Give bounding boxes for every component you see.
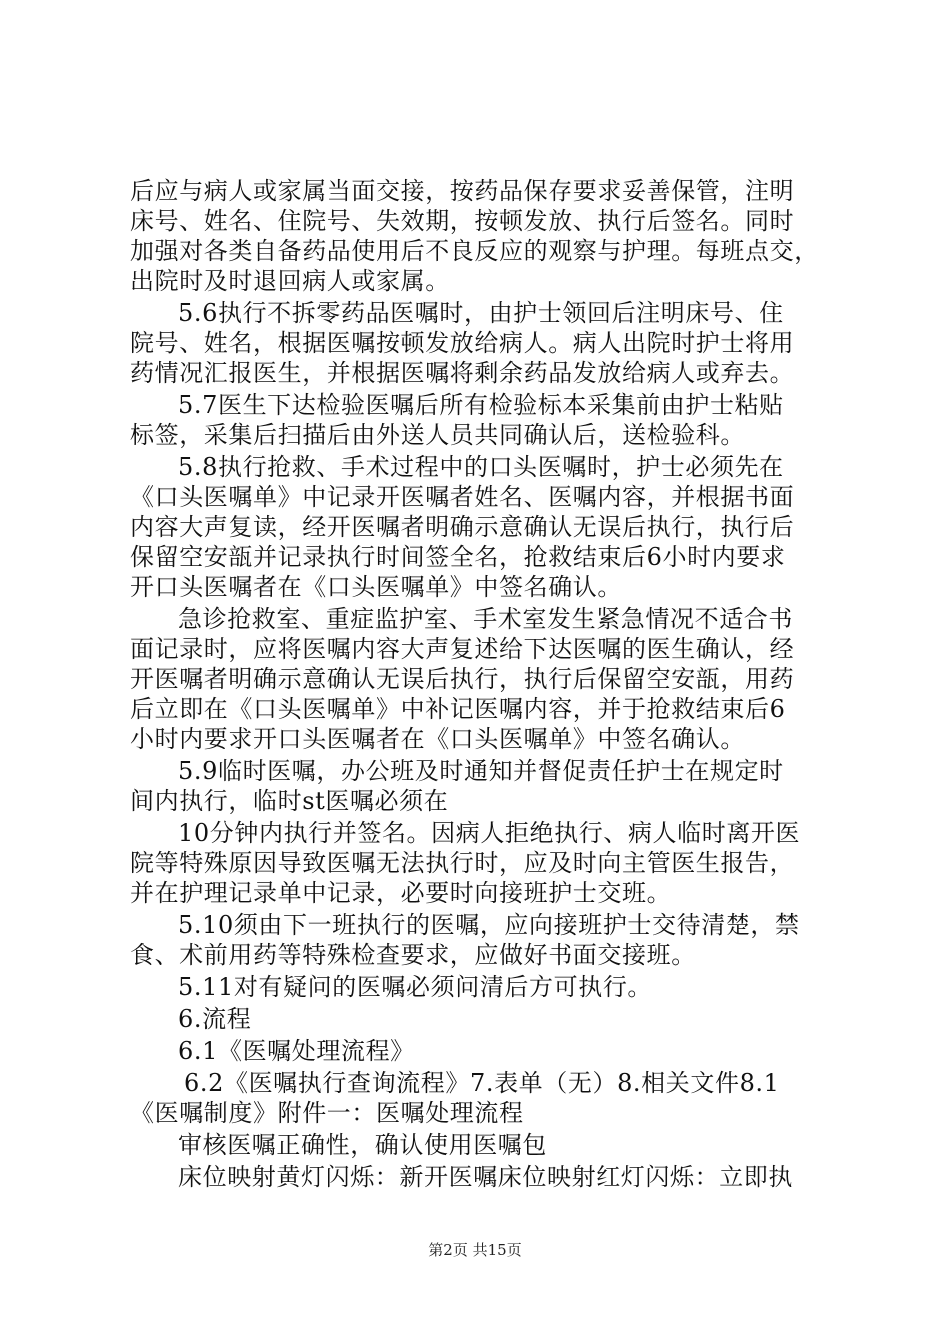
text-line: 床位映射黄灯闪烁：新开医嘱床位映射红灯闪烁：立即执 xyxy=(178,1163,793,1191)
text-line: 5.8执行抢救、手术过程中的口头医嘱时，护士必须先在 xyxy=(178,453,784,481)
text-line: 5.7医生下达检验医嘱后所有检验标本采集前由护士粘贴 xyxy=(178,391,784,419)
text-line: 面记录时，应将医嘱内容大声复述给下达医嘱的医生确认，经 xyxy=(130,635,795,663)
text-line: 间内执行，临时st医嘱必须在 xyxy=(130,787,449,815)
text-line: 6.1《医嘱处理流程》 xyxy=(178,1037,415,1065)
text-line: 加强对各类自备药品使用后不良反应的观察与护理。每班点交， xyxy=(130,237,819,265)
text-line: 标签，采集后扫描后由外送人员共同确认后，送检验科。 xyxy=(130,421,745,449)
text-line: 内容大声复读，经开医嘱者明确示意确认无误后执行，执行后 xyxy=(130,513,795,541)
text-line: 10分钟内执行并签名。因病人拒绝执行、病人临时离开医 xyxy=(178,819,801,847)
text-line: 《口头医嘱单》中记录开医嘱者姓名、医嘱内容，并根据书面 xyxy=(130,483,795,511)
text-line: 《医嘱制度》附件一：医嘱处理流程 xyxy=(130,1099,524,1127)
text-line: 食、术前用药等特殊检查要求，应做好书面交接班。 xyxy=(130,941,696,969)
text-line: 并在护理记录单中记录，必要时向接班护士交班。 xyxy=(130,879,672,907)
text-line: 急诊抢救室、重症监护室、手术室发生紧急情况不适合书 xyxy=(178,605,793,633)
text-line: 5.11对有疑问的医嘱必须问清后方可执行。 xyxy=(178,973,653,1001)
text-line: 6.流程 xyxy=(178,1005,252,1033)
text-line: 5.10须由下一班执行的医嘱，应向接班护士交待清楚，禁 xyxy=(178,911,800,939)
text-line: 药情况汇报医生，并根据医嘱将剩余药品发放给病人或弃去。 xyxy=(130,359,795,387)
text-line: 5.6执行不拆零药品医嘱时，由护士领回后注明床号、住 xyxy=(178,299,784,327)
text-line: 保留空安瓿并记录执行时间签全名，抢救结束后6小时内要求 xyxy=(130,543,786,571)
text-line: 后立即在《口头医嘱单》中补记医嘱内容，并于抢救结束后6 xyxy=(130,695,786,723)
text-line: 6.2《医嘱执行查询流程》7.表单（无）8.相关文件8.1 xyxy=(184,1069,780,1097)
text-line: 开医嘱者明确示意确认无误后执行，执行后保留空安瓿，用药 xyxy=(130,665,795,693)
text-line: 院号、姓名，根据医嘱按顿发放给病人。病人出院时护士将用 xyxy=(130,329,795,357)
text-line: 5.9临时医嘱，办公班及时通知并督促责任护士在规定时 xyxy=(178,757,784,785)
text-line: 出院时及时退回病人或家属。 xyxy=(130,267,450,295)
text-line: 审核医嘱正确性，确认使用医嘱包 xyxy=(178,1131,547,1159)
page-number-footer: 第2页 共15页 xyxy=(428,1241,522,1259)
text-line: 开口头医嘱者在《口头医嘱单》中签名确认。 xyxy=(130,573,622,601)
text-line: 后应与病人或家属当面交接，按药品保存要求妥善保管，注明 xyxy=(130,177,795,205)
text-line: 床号、姓名、住院号、失效期，按顿发放、执行后签名。同时 xyxy=(130,207,795,235)
text-line: 院等特殊原因导致医嘱无法执行时，应及时向主管医生报告， xyxy=(130,849,795,877)
text-line: 小时内要求开口头医嘱者在《口头医嘱单》中签名确认。 xyxy=(130,725,745,753)
